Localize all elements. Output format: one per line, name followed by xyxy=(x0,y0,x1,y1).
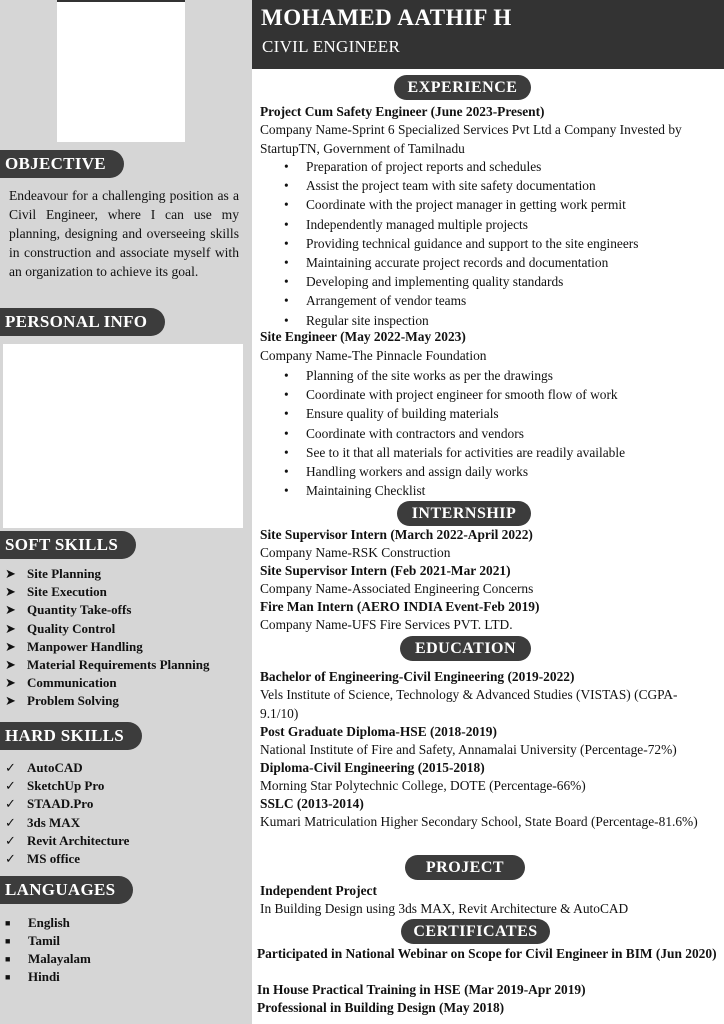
arrow-bullet-icon: ➤ xyxy=(5,675,16,691)
arrow-bullet-icon: ➤ xyxy=(5,566,16,581)
certificates-heading: CERTIFICATES xyxy=(401,919,550,944)
language-item: ■ Hindi xyxy=(5,969,60,984)
soft-skill-item: ➤ Site Planning xyxy=(5,565,209,583)
education-degree: Post Graduate Diploma-HSE (2018-2019) xyxy=(260,724,497,739)
soft-skill-item: ➤ Quality Control xyxy=(5,620,209,638)
job-duty-item: • Independently managed multiple projects xyxy=(282,215,638,234)
soft-skill-item: ➤ Material Requirements Planning xyxy=(5,656,209,674)
arrow-bullet-icon: ➤ xyxy=(5,638,16,654)
internship-company: Company Name-RSK Construction xyxy=(260,545,451,560)
profile-photo xyxy=(57,0,185,142)
candidate-name: MOHAMED AATHIF H xyxy=(261,5,512,30)
job-duty-item: • Preparation of project reports and schedules xyxy=(282,157,638,176)
education-institution: Morning Star Polytechnic College, DOTE (Percentage-66%) xyxy=(260,778,586,793)
candidate-role: CIVIL ENGINEER xyxy=(262,37,401,56)
job-duty-item: • Coordinate with project engineer for smooth flow of work xyxy=(282,385,625,404)
job-duty-item: • Providing technical guidance and support to the site engineers xyxy=(282,234,638,253)
hard-skill-item: ✓ AutoCAD xyxy=(5,759,129,777)
check-icon: ✓ xyxy=(5,814,16,830)
education-degree: Diploma-Civil Engineering (2015-2018) xyxy=(260,760,485,775)
job-duties-list xyxy=(282,366,625,500)
job-duty-item: • Regular site inspection xyxy=(282,311,638,330)
job-title: Site Engineer (May 2022-May 2023) xyxy=(260,329,466,344)
personal-info-heading: PERSONAL INFO xyxy=(0,308,165,336)
job-duty-item: • Developing and implementing quality standards xyxy=(282,272,638,291)
hard-skills-heading: HARD SKILLS xyxy=(0,722,142,750)
project-heading: PROJECT xyxy=(405,855,525,880)
education-heading: EDUCATION xyxy=(400,636,531,661)
job-duty-item: • Maintaining Checklist xyxy=(282,481,625,500)
job-duty-item: • Coordinate with contractors and vendors xyxy=(282,424,625,443)
job-company: Company Name-Sprint 6 Specialized Services Pvt Ltd a Company Invested by StartupTN, Government of Tamilnadu xyxy=(260,122,682,156)
soft-skills-heading: SOFT SKILLS xyxy=(0,531,136,559)
soft-skill-item: ➤ Manpower Handling xyxy=(5,638,209,656)
hard-skill-item: ✓ 3ds MAX xyxy=(5,814,129,832)
language-item: ■ Malayalam xyxy=(5,951,91,966)
sidebar xyxy=(0,0,252,1024)
job-duty-item: • Maintaining accurate project records and documentation xyxy=(282,253,638,272)
hard-skill-item: ✓ STAAD.Pro xyxy=(5,795,129,813)
check-icon: ✓ xyxy=(5,832,16,848)
internship-company: Company Name-Associated Engineering Concerns xyxy=(260,581,534,596)
project-detail: In Building Design using 3ds MAX, Revit Architecture & AutoCAD xyxy=(260,901,629,916)
certificate-item: Professional in Building Design (May 2018) xyxy=(257,1000,505,1015)
job-duty-item: • Handling workers and assign daily works xyxy=(282,462,625,481)
languages-heading: LANGUAGES xyxy=(0,876,133,904)
soft-skill-item: ➤ Communication xyxy=(5,674,209,692)
check-icon: ✓ xyxy=(5,796,16,812)
soft-skill-item: ➤ Problem Solving xyxy=(5,692,209,710)
internship-title: Site Supervisor Intern (Feb 2021-Mar 2021) xyxy=(260,563,511,578)
square-bullet-icon: ■ xyxy=(5,954,11,964)
internship-title: Site Supervisor Intern (March 2022-April 2022) xyxy=(260,527,533,542)
name-header xyxy=(252,0,724,69)
square-bullet-icon: ■ xyxy=(5,936,11,946)
job-duty-item: • Planning of the site works as per the drawings xyxy=(282,366,625,385)
arrow-bullet-icon: ➤ xyxy=(5,620,16,636)
hard-skill-item: ✓ SketchUp Pro xyxy=(5,777,129,795)
soft-skills-list xyxy=(5,565,209,711)
education-institution: Kumari Matriculation Higher Secondary School, State Board (Percentage-81.6%) xyxy=(260,814,698,829)
job-duties-list xyxy=(282,157,638,330)
internship-title: Fire Man Intern (AERO INDIA Event-Feb 2019) xyxy=(260,599,540,614)
check-icon: ✓ xyxy=(5,760,16,775)
job-company: Company Name-The Pinnacle Foundation xyxy=(260,348,487,363)
internship-company: Company Name-UFS Fire Services PVT. LTD. xyxy=(260,617,513,632)
language-item: ■ Tamil xyxy=(5,933,61,948)
hard-skills-list xyxy=(5,759,129,868)
job-duty-item: • Arrangement of vendor teams xyxy=(282,291,638,310)
experience-heading: EXPERIENCE xyxy=(394,75,531,100)
education-institution: Vels Institute of Science, Technology & Advanced Studies (VISTAS) (CGPA-9.1/10) xyxy=(260,687,678,721)
hard-skill-item: ✓ Revit Architecture xyxy=(5,832,129,850)
check-icon: ✓ xyxy=(5,850,16,866)
arrow-bullet-icon: ➤ xyxy=(5,656,16,672)
education-degree: SSLC (2013-2014) xyxy=(260,796,364,811)
arrow-bullet-icon: ➤ xyxy=(5,693,16,709)
check-icon: ✓ xyxy=(5,778,16,794)
job-title: Project Cum Safety Engineer (June 2023-Present) xyxy=(260,104,545,119)
languages-list xyxy=(5,914,91,986)
job-duty-item: • Ensure quality of building materials xyxy=(282,404,625,423)
project-name: Independent Project xyxy=(260,883,377,898)
hard-skill-item: ✓ MS office xyxy=(5,850,129,868)
arrow-bullet-icon: ➤ xyxy=(5,584,16,600)
certificate-item: In House Practical Training in HSE (Mar 2019-Apr 2019) xyxy=(257,982,586,997)
language-item: ■ English xyxy=(5,915,70,930)
job-duty-item: • See to it that all materials for activities are readily available xyxy=(282,443,625,462)
job-duty-item: • Coordinate with the project manager in getting work permit xyxy=(282,195,638,214)
education-institution: National Institute of Fire and Safety, Annamalai University (Percentage-72%) xyxy=(260,742,677,757)
job-duty-item: • Assist the project team with site safety documentation xyxy=(282,176,638,195)
objective-heading: OBJECTIVE xyxy=(0,150,124,178)
soft-skill-item: ➤ Quantity Take-offs xyxy=(5,601,209,619)
internship-heading: INTERNSHIP xyxy=(397,501,531,526)
soft-skill-item: ➤ Site Execution xyxy=(5,583,209,601)
square-bullet-icon: ■ xyxy=(5,918,11,928)
personal-info-box xyxy=(3,344,243,528)
square-bullet-icon: ■ xyxy=(5,972,11,982)
arrow-bullet-icon: ➤ xyxy=(5,602,16,618)
objective-text: Endeavour for a challenging position as a Civil Engineer, where I can use my planning, designing and overseeing skills in construction and associate myself with an organization to achieve its goal. xyxy=(9,188,239,279)
education-degree: Bachelor of Engineering-Civil Engineering (2019-2022) xyxy=(260,669,575,684)
certificate-item: Participated in National Webinar on Scope for Civil Engineer in BIM (Jun 2020) xyxy=(257,946,717,961)
